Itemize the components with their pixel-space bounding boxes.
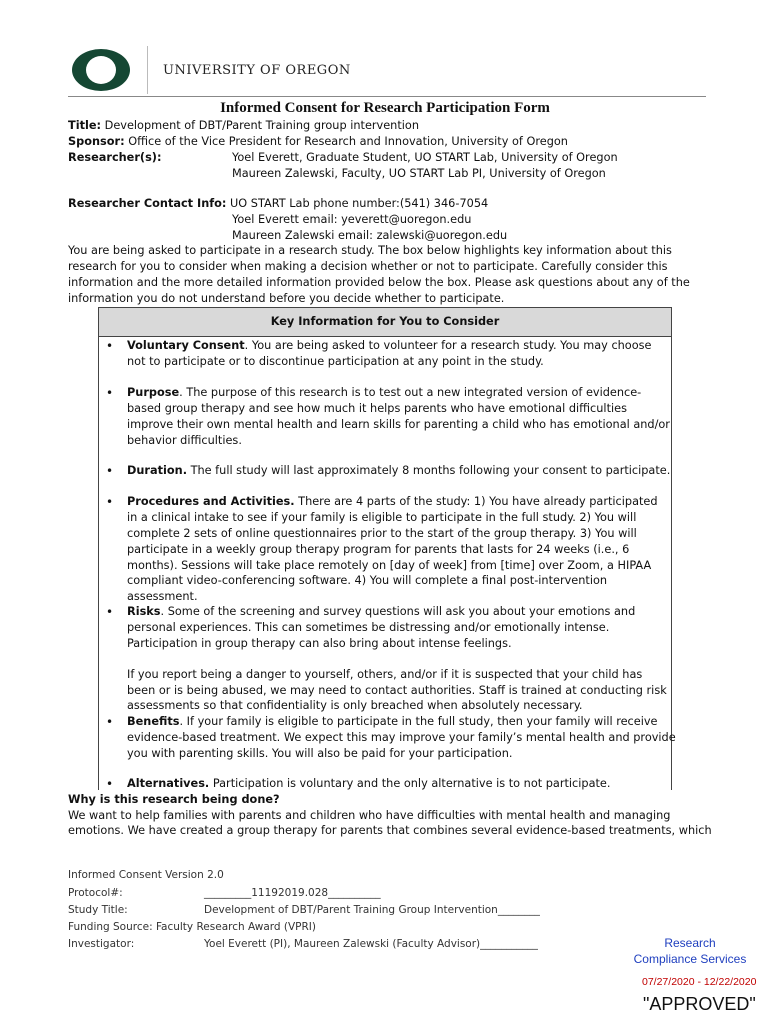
bullet-icon: • <box>106 605 114 619</box>
risks-line: Risks. Some of the screening and survey questions will ask you about your emotions and <box>127 605 636 618</box>
benefits-line: Benefits. If your family is eligible to participate in the full study, then your family will receive <box>127 715 658 728</box>
form-title: Informed Consent for Research Participation Form <box>220 100 550 116</box>
stamp-line-2: Compliance Services <box>633 952 747 966</box>
intro-line: research for you to consider when making a decision whether or not to participate. Carefully consider this <box>68 260 668 273</box>
contact-email-2: Maureen Zalewski email: zalewski@uoregon.edu <box>232 229 508 242</box>
voluntary-line: Voluntary Consent. You are being asked to volunteer for a research study. You may choose <box>127 339 652 352</box>
logo-divider <box>147 46 148 94</box>
footer-investigator-value: Yoel Everett (PI), Maureen Zalewski (Faculty Advisor)___________ <box>204 938 538 950</box>
procedures-line: compliant video-conferencing software. 4) You will complete a final post-intervention <box>127 574 608 587</box>
sponsor-row <box>68 134 568 150</box>
bullet-icon: • <box>106 715 114 729</box>
researcher-2: Maureen Zalewski, Faculty, UO START Lab PI, University of Oregon <box>232 167 606 180</box>
intro-line: You are being asked to participate in a research study. The box below highlights key information about this <box>68 244 672 257</box>
stamp-line-1: Research <box>664 936 716 950</box>
footer-study-value: Development of DBT/Parent Training Group Intervention________ <box>204 904 540 916</box>
footer-version: Informed Consent Version 2.0 <box>68 869 224 881</box>
intro-line: information you do not understand before you decide whether to participate. <box>68 292 505 305</box>
bullet-icon: • <box>106 339 114 353</box>
footer-funding: Funding Source: Faculty Research Award (VPRI) <box>68 921 316 933</box>
university-name: UNIVERSITY OF OREGON <box>163 63 351 78</box>
sponsor-value: Office of the Vice President for Research and Innovation, University of Oregon <box>128 135 568 148</box>
risks-line: If you report being a danger to yourself, others, and/or if it is suspected that your child has <box>127 668 643 681</box>
key-info-heading: Key Information for You to Consider <box>98 307 672 337</box>
risks-line: assessments so that confidentiality is only breached when absolutely necessary. <box>127 699 583 712</box>
uo-logo-icon <box>70 47 132 93</box>
stamp-dates: 07/27/2020 - 12/22/2020 <box>642 976 757 988</box>
footer-study-label: Study Title: <box>68 904 128 916</box>
bullet-icon: • <box>106 386 114 400</box>
header-rule <box>68 96 706 97</box>
title-value: Development of DBT/Parent Training group intervention <box>104 119 419 132</box>
contact-row <box>68 196 488 212</box>
why-line: We want to help families with parents and children who have difficulties with mental health and managing <box>68 809 671 822</box>
risks-line: Participation in group therapy can also bring about intense feelings. <box>127 637 512 650</box>
contact-label: Researcher Contact Info: <box>68 197 227 210</box>
procedures-line: in a clinical intake to see if your family is eligible to participate in the full study. 2) You will <box>127 511 637 524</box>
footer-investigator-label: Investigator: <box>68 938 135 950</box>
benefits-line: you with parenting skills. You will also be paid for your participation. <box>127 747 513 760</box>
title-label: Title: <box>68 119 102 132</box>
procedures-line: complete 2 sets of online questionnaires prior to the start of the group therapy. 3) You will <box>127 527 637 540</box>
stamp-approved: "APPROVED" <box>643 994 756 1014</box>
purpose-line: Purpose. The purpose of this research is to test out a new integrated version of evidence- <box>127 386 642 399</box>
duration-line: Duration. The full study will last approximately 8 months following your consent to participate. <box>127 464 671 477</box>
footer-protocol-value: _________11192019.028__________ <box>204 887 381 899</box>
why-line: emotions. We have created a group therapy for parents that combines several evidence-based treatments, which <box>68 824 712 837</box>
bullet-icon: • <box>106 777 114 791</box>
sponsor-label: Sponsor: <box>68 135 125 148</box>
bullet-icon: • <box>106 495 114 509</box>
procedures-line: assessment. <box>127 590 198 603</box>
title-row <box>68 118 419 134</box>
alternatives-line: Alternatives. Participation is voluntary and the only alternative is to not participate. <box>127 777 611 790</box>
procedures-line: Procedures and Activities. There are 4 parts of the study: 1) You have already participated <box>127 495 658 508</box>
contact-phone: UO START Lab phone number:(541) 346-7054 <box>230 197 489 210</box>
why-heading: Why is this research being done? <box>68 793 280 806</box>
purpose-line: behavior difficulties. <box>127 434 242 447</box>
footer-protocol-label: Protocol#: <box>68 887 123 899</box>
researchers-label: Researcher(s): <box>68 151 162 164</box>
benefits-line: evidence-based treatment. We expect this may improve your family’s mental health and provide <box>127 731 676 744</box>
procedures-line: months). Sessions will take place remotely on [day of week] from [time] over Zoom, a HIPAA <box>127 559 652 572</box>
procedures-line: participate in a weekly group therapy program for parents that lasts for 24 weeks (i.e., 6 <box>127 543 630 556</box>
purpose-line: improve their own mental health and learn skills for parenting a child who has emotional and/or <box>127 418 670 431</box>
risks-line: personal experiences. This can sometimes be distressing and/or emotionally intense. <box>127 621 610 634</box>
researcher-1: Yoel Everett, Graduate Student, UO START Lab, University of Oregon <box>232 151 618 164</box>
voluntary-line: not to participate or to discontinue participation at any point in the study. <box>127 355 544 368</box>
contact-email-1: Yoel Everett email: yeverett@uoregon.edu <box>232 213 472 226</box>
intro-line: information and the more detailed information provided below the box. Please ask questions about any of the <box>68 276 690 289</box>
purpose-line: based group therapy and see how much it helps parents who have emotional difficulties <box>127 402 627 415</box>
bullet-icon: • <box>106 464 114 478</box>
risks-line: been or is being abused, we may need to contact authorities. Staff is trained at conducting risk <box>127 684 667 697</box>
